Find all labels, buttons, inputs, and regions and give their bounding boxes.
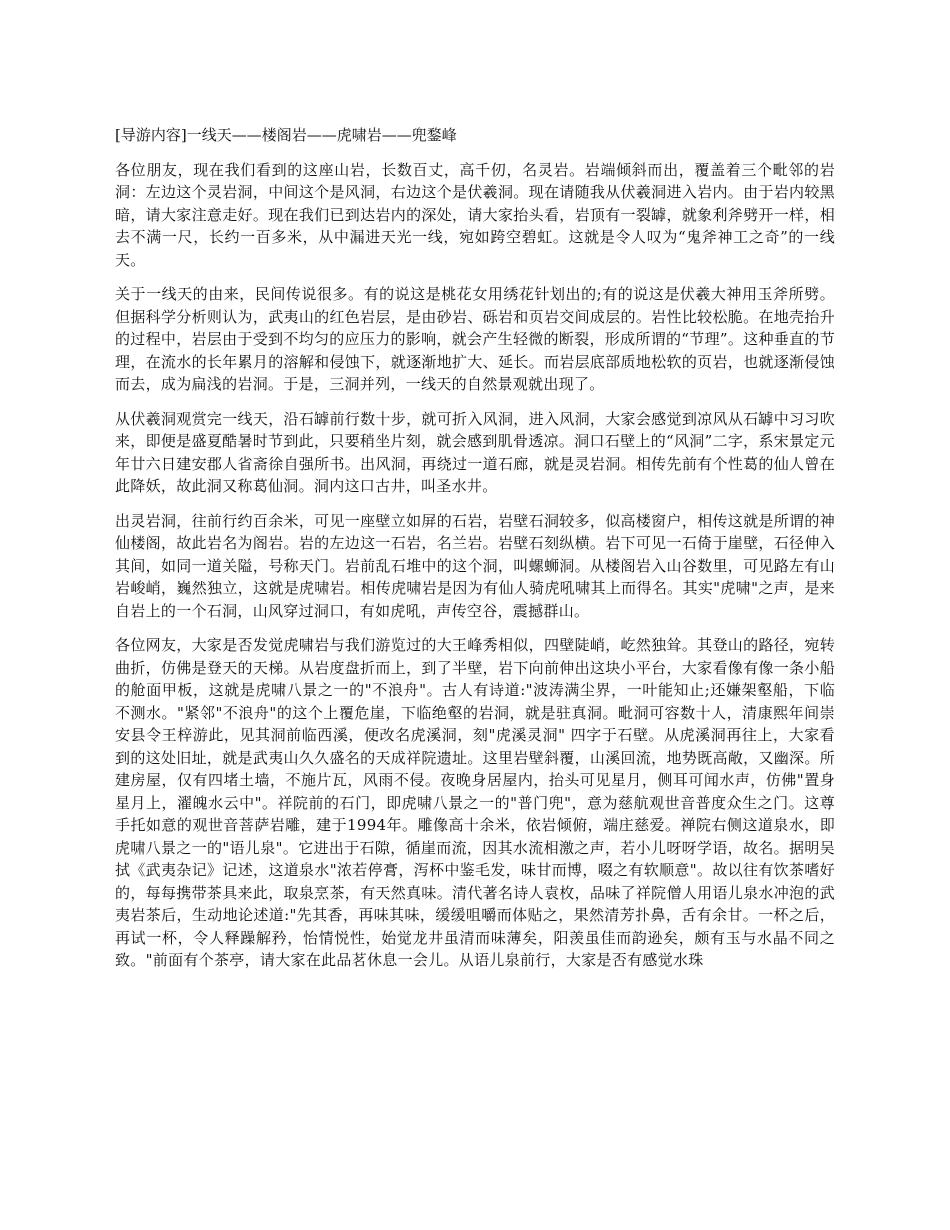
document-page [115,124,835,984]
paragraph-4: 出灵岩洞，往前行约百余米，可见一座壁立如屏的石岩，岩壁石洞较多，似高楼窗户，相传这就是所谓的神仙楼阁，故此岩名为阁岩。岩的左边这一石岩，名兰岩。岩壁石刻纵横。岩下可见一石倚于崖壁，石径伸入其间，如同一道关隘，号称天门。岩前乱石堆中的这个洞，叫螺蛳洞。从楼阁岩入山谷数里，可见路左有山岩峻峭，巍然独立，这就是虎啸岩。相传虎啸岩是因为有仙人骑虎吼啸其上而得名。其实"虎啸"之声，是来自岩上的一个石洞，山风穿过洞口，有如虎吼，声传空谷，震撼群山。 [115,511,835,620]
paragraph-1: 各位朋友，现在我们看到的这座山岩，长数百丈，高千仞，名灵岩。岩端倾斜而出，覆盖着三个毗邻的岩洞：左边这个灵岩洞，中间这个是风洞，右边这个是伏羲洞。现在请随我从伏羲洞进入岩内。由于岩内较黑暗，请大家注意走好。现在我们已到达岩内的深处，请大家抬头看，岩顶有一裂罅，就象利斧劈开一样，相去不满一尺，长约一百多米，从中漏进天光一线，宛如跨空碧虹。这就是令人叹为“鬼斧神工之奇”的一线天。 [115,160,835,269]
document-heading: [导游内容]一线天——楼阁岩——虎啸岩——兜鍪峰 [115,126,457,144]
paragraph-3: 从伏羲洞观赏完一线天，沿石罅前行数十步，就可折入风洞，进入风洞，大家会感觉到凉风从石罅中习习吹来，即便是盛夏酷暑时节到此，只要稍坐片刻，就会感到肌骨透凉。洞口石壁上的“风洞”二字，系宋景定元年廿六日建安郡人省斋徐自强所书。出风洞，再绕过一道石廊，就是灵岩洞。相传先前有个性葛的仙人曾在此降妖，故此洞又称葛仙洞。洞内这口古井，叫圣水井。 [115,409,835,495]
paragraph-5: 各位网友，大家是否发觉虎啸岩与我们游览过的大王峰秀相似，四壁陡峭，屹然独耸。其登山的路径，宛转曲折，仿佛是登天的天梯。从岩度盘折而上，到了半壁，岩下向前伸出这块小平台，大家看像有像一条小船的舱面甲板，这就是虎啸八景之一的"不浪舟"。古人有诗道:"波涛满尘界，一叶能知止;还嫌架壑船，下临不测水。"紧邻"不浪舟"的这个上覆危崖，下临绝壑的岩洞，就是驻真洞。毗洞可容数十人，清康熙年间崇安县令王梓游此，见其洞前临西溪，便改名虎溪洞，刻"虎溪灵洞" 四字于石壁。从虎溪洞再往上，大家看到的这处旧址，就是武夷山久久盛名的天成祥院遗址。这里岩壁斜覆，山溪回流，地势既高敞，又幽深。所建房屋，仅有四堵土墙，不施片瓦，风雨不侵。夜晚身居屋内，抬头可见星月，侧耳可闻水声，仿佛"置身星月上，濯魄水云中"。祥院前的石门，即虎啸八景之一的"普门兜"，意为慈航观世音普度众生之门。这尊手托如意的观世音菩萨岩雕，建于1994年。雕像高十余米，依岩倾俯，端庄慈爱。禅院右侧这道泉水，即虎啸八景之一的"语儿泉"。它进出于石隙，循崖而流，因其水流相激之声，若小儿呀呀学语，故名。据明吴拭《武夷杂记》记述，这道泉水"浓若停膏，泻杯中鉴毛发，味甘而博，啜之有软顺意"。故以往有饮茶嗜好的，每每携带茶具来此，取泉烹茶，有天然真味。清代著名诗人袁枚，品味了祥院僧人用语儿泉水冲泡的武夷岩茶后，生动地论述道:"先其香，再味其味，缓缓咀嚼而体贴之，果然清芳扑鼻，舌有余甘。一杯之后，再试一杯，令人释躁解矜，怡情悦性，始觉龙井虽清而味薄矣，阳羡虽佳而韵逊矣，颇有玉与水晶不同之致。"前面有个茶亭，请大家在此品茗休息一会儿。从语儿泉前行，大家是否有感觉水珠 [115,636,835,969]
paragraph-2: 关于一线天的由来，民间传说很多。有的说这是桃花女用绣花针划出的;有的说这是伏羲大神用玉斧所劈。但据科学分析则认为，武夷山的红色岩层，是由砂岩、砾岩和页岩交间成层的。岩性比较松脆。在地壳抬升的过程中，岩层由于受到不均匀的应压力的影响，就会产生轻微的断裂，形成所谓的“节理”。这种垂直的节理，在流水的长年累月的溶解和侵蚀下，就逐渐地扩大、延长。而岩层底部质地松软的页岩，也就逐渐侵蚀而去，成为扁浅的岩洞。于是，三洞并列，一线天的自然景观就出现了。 [115,285,835,393]
